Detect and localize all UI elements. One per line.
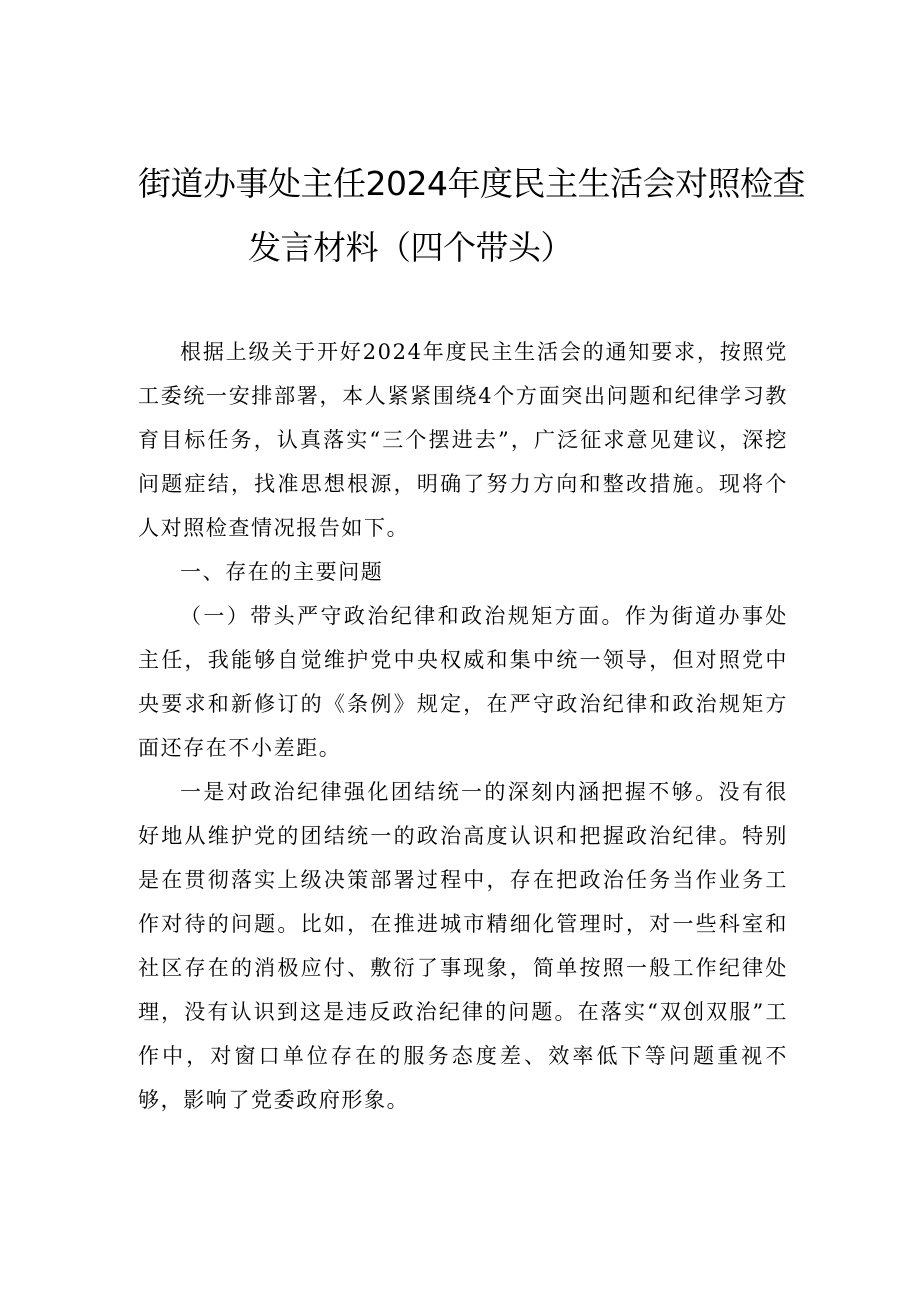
document-body (138, 330, 788, 1122)
document-title-line-1: 街道办事处主任2024年度民主生活会对照检查 (138, 164, 805, 203)
section-heading: 一、存在的主要问题 (180, 560, 384, 584)
subsection-paragraph: （一）带头严守政治纪律和政治规矩方面。作为街道办事处主任，我能够自觉维护党中央权威和集中统一领导，但对照党中央要求和新修订的《条例》规定，在严守政治纪律和政治规矩方面还存在不小差距。 (138, 604, 788, 760)
document-title-line-2: 发言材料（四个带头） (248, 228, 573, 267)
intro-paragraph: 根据上级关于开好2024年度民主生活会的通知要求，按照党工委统一安排部署，本人紧紧围绕4个方面突出问题和纪律学习教育目标任务，认真落实“三个摆进去”，广泛征求意见建议，深挖问题症结，找准思想根源，明确了努力方向和整改措施。现将个人对照检查情况报告如下。 (138, 340, 788, 540)
body-paragraph: 一是对政治纪律强化团结统一的深刻内涵把握不够。没有很好地从维护党的团结统一的政治高度认识和把握政治纪律。特别是在贯彻落实上级决策部署过程中，存在把政治任务当作业务工作对待的问题。比如，在推进城市精细化管理时，对一些科室和社区存在的消极应付、敷衍了事现象，简单按照一般工作纪律处理，没有认识到这是违反政治纪律的问题。在落实“双创双服”工作中，对窗口单位存在的服务态度差、效率低下等问题重视不够，影响了党委政府形象。 (138, 780, 788, 1112)
